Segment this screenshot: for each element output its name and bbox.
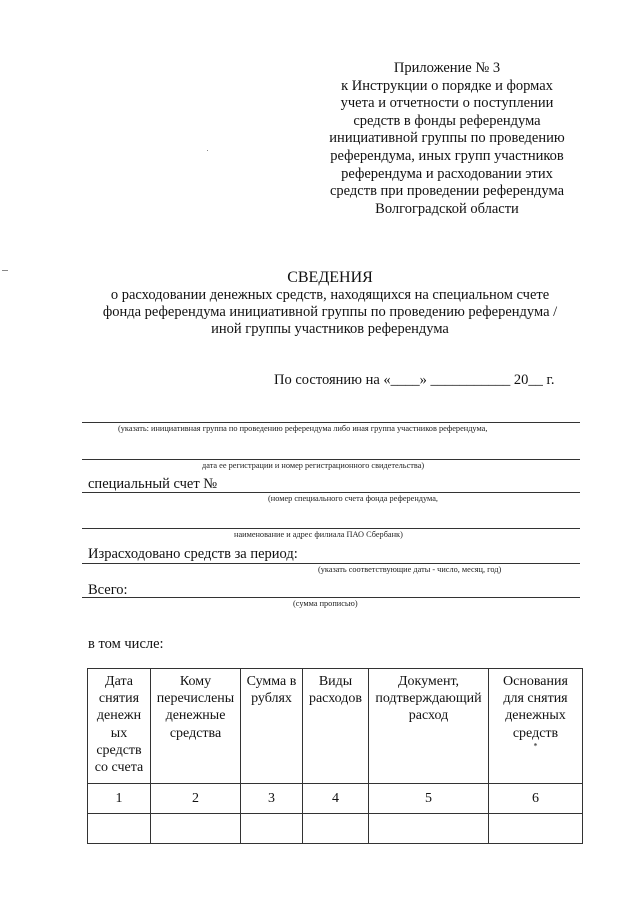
column-number: 5 xyxy=(369,784,489,814)
appendix-line: инициативной группы по проведению xyxy=(329,130,565,147)
branch-fill-line xyxy=(82,528,580,529)
account-number-caption: (номер специального счета фонда референдума, xyxy=(268,494,438,503)
scan-speck xyxy=(2,270,8,271)
appendix-line: Приложение № 3 xyxy=(393,60,501,76)
appendix-line: учета и отчетности о поступлении xyxy=(340,95,554,112)
column-number: 2 xyxy=(151,784,241,814)
appendix-line: Волгоградской области xyxy=(375,200,519,217)
col-header-expense-type: Виды расходов xyxy=(303,669,369,784)
table-number-row xyxy=(88,784,583,814)
table-cell[interactable] xyxy=(489,814,583,844)
title-subtitle-line: иной группы участников референдума xyxy=(211,321,449,337)
group-fill-line xyxy=(82,422,580,423)
appendix-line: к Инструкции о порядке и формах xyxy=(341,77,553,94)
column-number: 6 xyxy=(489,784,583,814)
spent-label: Израсходовано средств за период: xyxy=(88,546,298,562)
table-header-row xyxy=(88,669,583,784)
registration-fill-line xyxy=(82,459,580,460)
group-caption: (указать: инициативная группа по проведению референдума либо иная группа участников референдума, xyxy=(118,424,488,433)
total-label: Всего: xyxy=(88,582,128,598)
table-cell[interactable] xyxy=(303,814,369,844)
title-heading: СВЕДЕНИЯ xyxy=(287,269,373,286)
branch-caption: наименование и адрес филиала ПАО Сбербанк) xyxy=(234,530,403,539)
spent-fill-line xyxy=(82,563,580,564)
as-of-date-line: По состоянию на «____» ___________ 20__ г. xyxy=(274,372,555,388)
title-subtitle-line: о расходовании денежных средств, находящихся на специальном счете xyxy=(110,287,550,303)
col-header-grounds: Основания для снятия денежных средств * xyxy=(489,669,583,784)
registration-caption: дата ее регистрации и номер регистрационного свидетельства) xyxy=(202,461,425,470)
col-header-document: Документ, подтверждающий расход xyxy=(369,669,489,784)
column-number: 1 xyxy=(88,784,151,814)
table-cell[interactable] xyxy=(151,814,241,844)
table-cell[interactable] xyxy=(241,814,303,844)
table-cell[interactable] xyxy=(88,814,151,844)
title-subtitle-line: фонда референдума инициативной группы по проведению референдума / xyxy=(102,304,558,320)
scan-speck xyxy=(207,150,208,151)
footnote-mark: * xyxy=(533,741,538,751)
appendix-header xyxy=(312,60,582,218)
appendix-line: референдума, иных групп участников xyxy=(330,147,564,164)
col-header-withdrawal-date: Дата снятия денежн ых средств со счета xyxy=(88,669,151,784)
expenses-table xyxy=(87,668,583,844)
amount-words-caption: (сумма прописью) xyxy=(293,599,358,608)
column-number: 3 xyxy=(241,784,303,814)
appendix-line: средств при проведении референдума xyxy=(329,183,565,200)
document-title xyxy=(60,268,600,338)
account-fill-line xyxy=(82,492,580,493)
col-header-amount: Сумма в рублях xyxy=(241,669,303,784)
col-header-recipient: Кому перечислены денежные средства xyxy=(151,669,241,784)
table-cell[interactable] xyxy=(369,814,489,844)
table-row xyxy=(88,814,583,844)
account-label: специальный счет № xyxy=(88,476,218,492)
dates-caption: (указать соответствующие даты - число, месяц, год) xyxy=(318,565,502,574)
column-number: 4 xyxy=(303,784,369,814)
appendix-line: референдума и расходовании этих xyxy=(341,165,553,182)
total-fill-line xyxy=(82,597,580,598)
including-heading: в том числе: xyxy=(88,636,164,652)
appendix-line: средств в фонды референдума xyxy=(353,112,541,129)
